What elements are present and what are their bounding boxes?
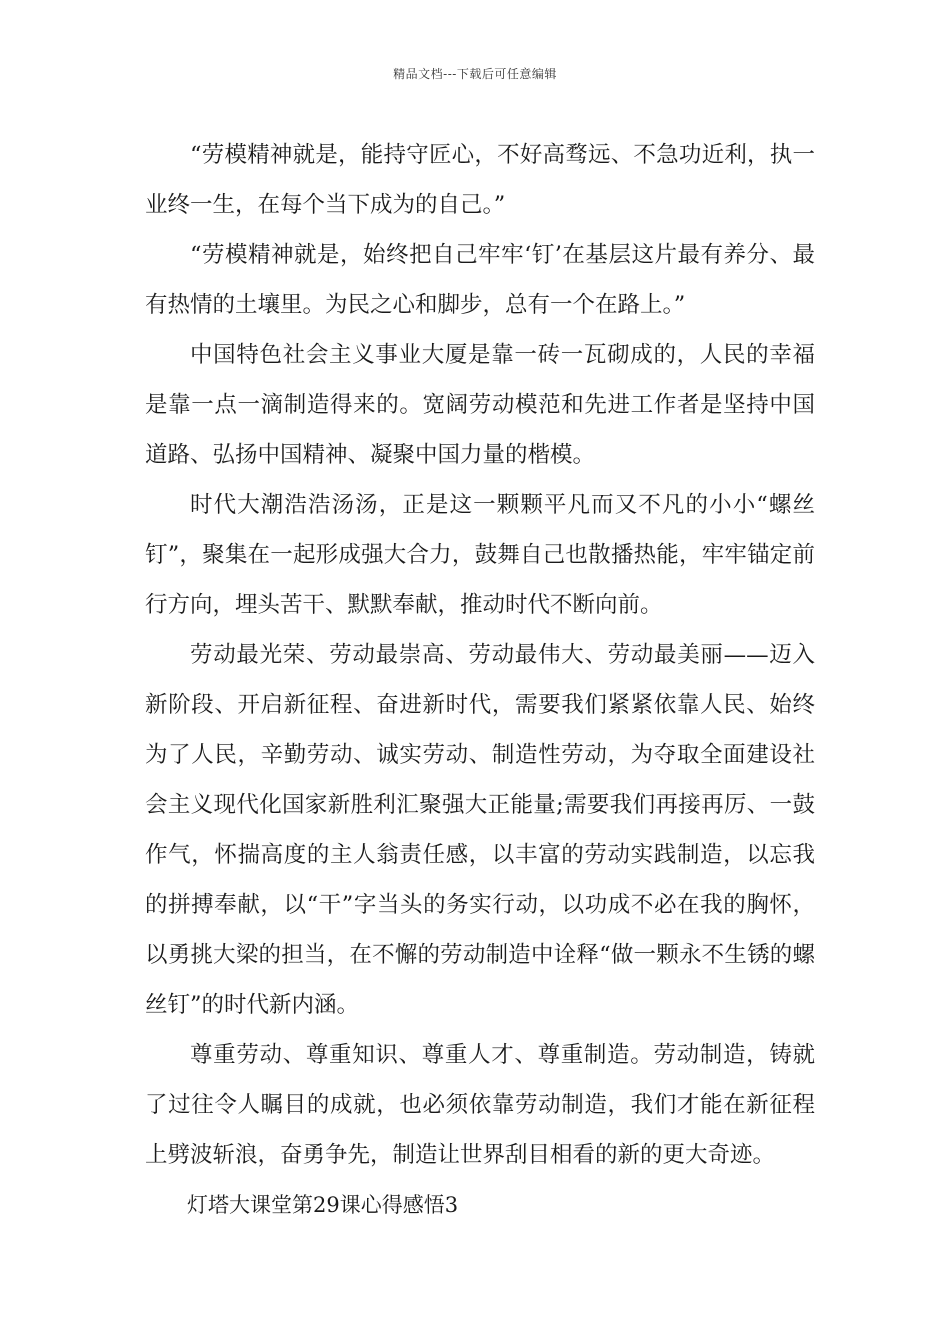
section-heading: 灯塔大课堂第29课心得感悟3 — [187, 1193, 459, 1217]
document-body — [145, 130, 815, 1230]
paragraph: 时代大潮浩浩汤汤，正是这一颗颗平凡而又不凡的小小“螺丝钉”，聚集在一起形成强大合力，鼓舞自己也散播热能，牢牢锚定前行方向，埋头苦干、默默奉献，推动时代不断向前。 — [145, 492, 815, 618]
page-header: 精品文档---下载后可任意编辑 — [393, 67, 557, 81]
paragraph: 尊重劳动、尊重知识、尊重人才、尊重制造。劳动制造，铸就了过往令人瞩目的成就，也必须依靠劳动制造，我们才能在新征程上劈波斩浪，奋勇争先，制造让世界刮目相看的新的更大奇迹。 — [145, 1042, 815, 1168]
paragraph: “劳模精神就是，始终把自己牢牢‘钉’在基层这片最有养分、最有热情的土壤里。为民之心和脚步，总有一个在路上。” — [145, 242, 815, 318]
paragraph: 中国特色社会主义事业大厦是靠一砖一瓦砌成的，人民的幸福是靠一点一滴制造得来的。宽阔劳动模范和先进工作者是坚持中国道路、弘扬中国精神、凝聚中国力量的楷模。 — [145, 342, 815, 468]
paragraph: 劳动最光荣、劳动最崇高、劳动最伟大、劳动最美丽——迈入新阶段、开启新征程、奋进新时代，需要我们紧紧依靠人民、始终为了人民，辛勤劳动、诚实劳动、制造性劳动，为夺取全面建设社会主义现代化国家新胜利汇聚强大正能量;需要我们再接再厉、一鼓作气，怀揣高度的主人翁责任感，以丰富的劳动实践制造，以忘我的拼搏奉献，以“干”字当头的务实行动，以功成不必在我的胸怀，以勇挑大梁的担当，在不懈的劳动制造中诠释“做一颗永不生锈的螺丝钉”的时代新内涵。 — [145, 642, 815, 1018]
paragraph: “劳模精神就是，能持守匠心，不好高骛远、不急功近利，执一业终一生，在每个当下成为的自己。” — [145, 142, 815, 218]
